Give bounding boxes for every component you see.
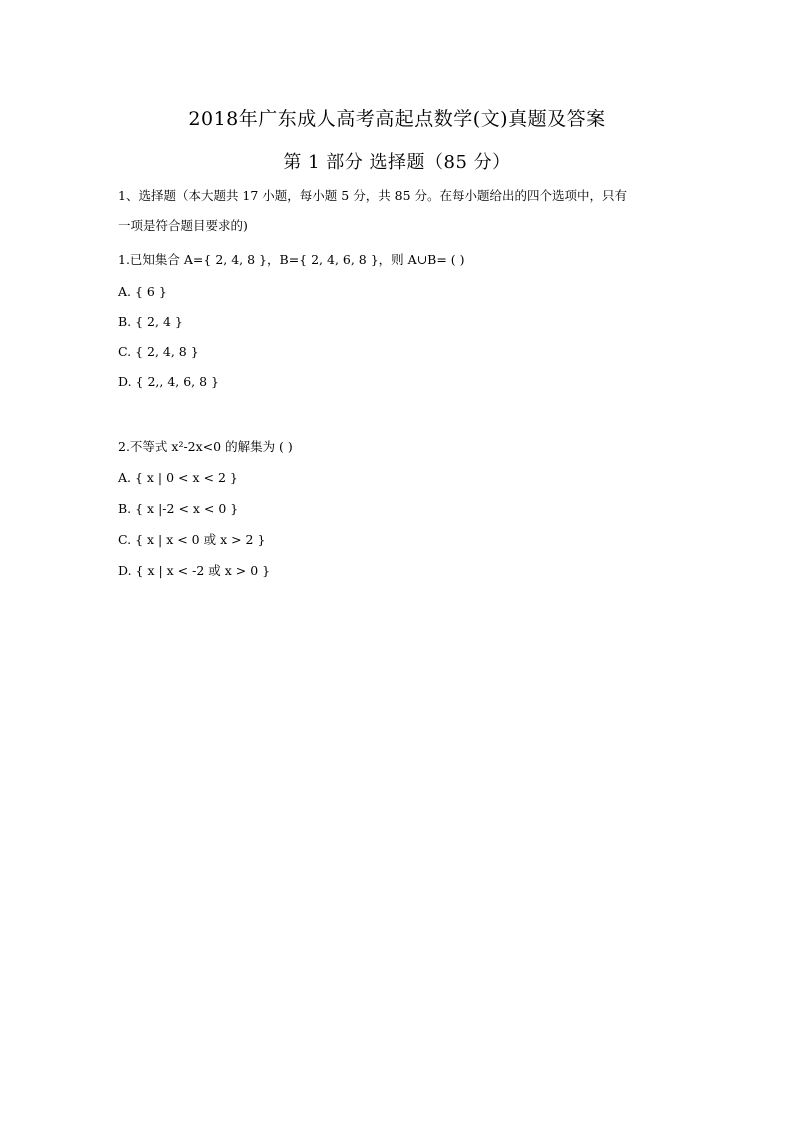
- question-1-stem: 1.已知集合 A={ 2, 4, 8 }，B={ 2, 4, 6, 8 }，则 A∪B= ( ): [118, 252, 465, 267]
- section-heading: 第 1 部分 选择题（85 分）: [283, 152, 511, 173]
- document-title: 2018年广东成人高考高起点数学(文)真题及答案: [188, 108, 606, 130]
- question-1-option-b: B. { 2, 4 }: [118, 314, 183, 329]
- question-2-option-d: D. { x | x < -2 或 x > 0 }: [118, 563, 271, 578]
- question-1-option-a: A. { 6 }: [118, 284, 167, 299]
- question-1-option-c: C. { 2, 4, 8 }: [118, 344, 199, 359]
- question-2-option-b: B. { x |-2 < x < 0 }: [118, 501, 239, 516]
- question-2-option-c: C. { x | x < 0 或 x > 2 }: [118, 532, 266, 547]
- question-1-option-d: D. { 2,, 4, 6, 8 }: [118, 374, 220, 389]
- question-2-option-a: A. { x | 0 < x < 2 }: [118, 470, 238, 485]
- question-2-stem: 2.不等式 x²-2x<0 的解集为 ( ): [118, 439, 293, 454]
- instructions-line-2: 一项是符合题目要求的): [118, 218, 248, 233]
- instructions-line-1: 1、选择题（本大题共 17 小题，每小题 5 分，共 85 分。在每小题给出的四个选项中，只有: [118, 188, 628, 203]
